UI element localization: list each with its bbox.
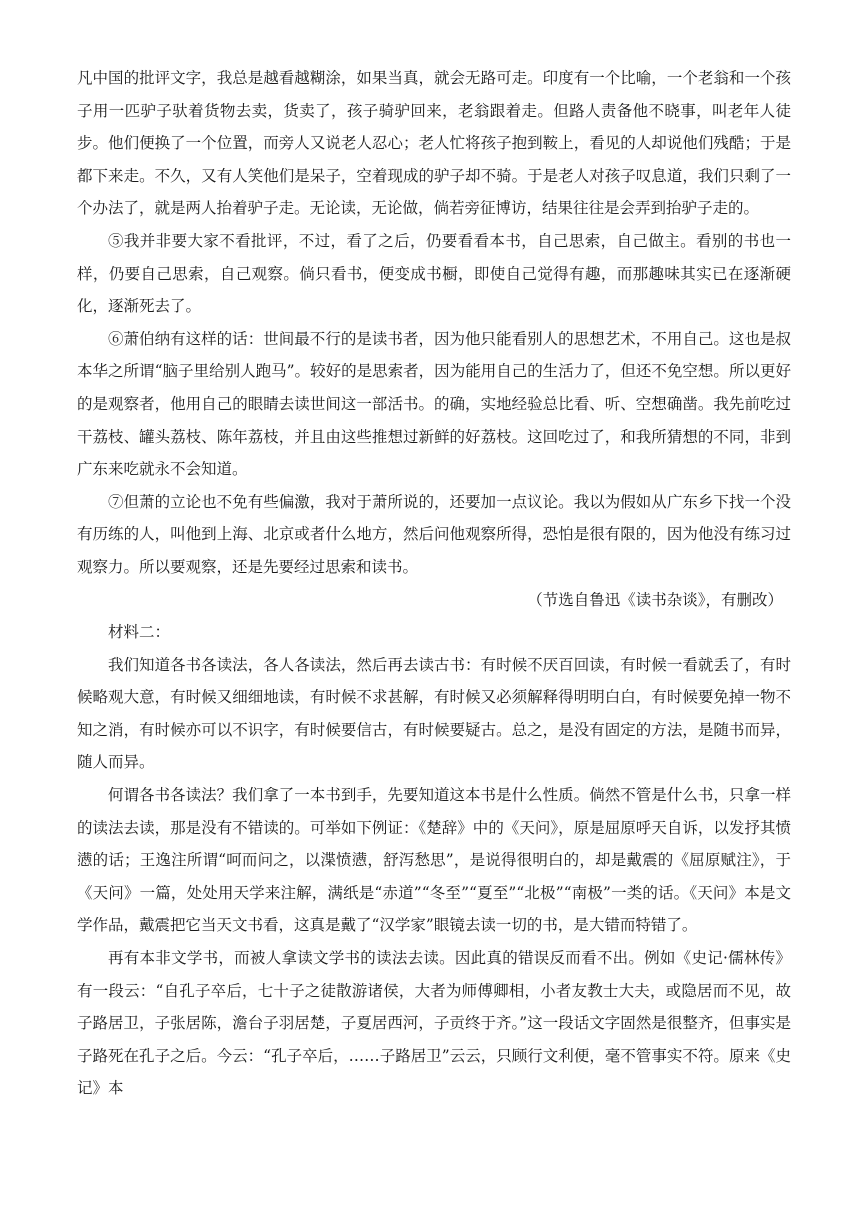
paragraph-6: ⑥萧伯纳有这样的话：世间最不行的是读书者，因为他只能看别人的思想艺术，不用自己。这也是叔本华之所谓“脑子里给别人跑马”。较好的是思索者，因为能用自己的生活力了，但还不免空想。所以更好的是观察者，他用自己的眼睛去读世间这一部活书。的确，实地经验总比看、听、空想确凿。我先前吃过干荔枝、罐头荔枝、陈年荔枝，并且由这些推想过新鲜的好荔枝。这回吃过了，和我所猜想的不同，非到广东来吃就永不会知道。 bbox=[77, 329, 791, 479]
material-two-label: 材料二： bbox=[108, 623, 171, 642]
document-page bbox=[77, 62, 791, 1105]
paragraph-continued: 凡中国的批评文字，我总是越看越糊涂，如果当真，就会无路可走。印度有一个比喻，一个老翁和一个孩子用一匹驴子驮着货物去卖，货卖了，孩子骑驴回来，老翁跟着走。但路人责备他不晓事，叫老年人徒步。他们便换了一个位置，而旁人又说老人忍心；老人忙将孩子抱到鞍上，看见的人却说他们残酷；于是都下来走。不久，又有人笑他们是呆子，空着现成的驴子却不骑。于是老人对孩子叹息道，我们只剩了一个办法了，就是两人抬着驴子走。无论读，无论做，倘若旁征博访，结果往往是会弄到抬驴子走的。 bbox=[77, 69, 791, 218]
material-two-paragraph-2: 何谓各书各读法？我们拿了一本书到手，先要知道这本书是什么性质。倘然不管是什么书，只拿一样的读法去读，那是没有不错读的。可举如下例证：《楚辞》中的《天问》，原是屈原呼天自诉，以发抒其愤懑的话；王逸注所谓“呵而问之，以渫愤懑，舒泻愁思”，是说得很明白的，却是戴震的《屈原赋注》，于《天问》一篇，处处用天学来注解，满纸是“赤道”“冬至”“夏至”“北极”“南极”一类的话。《天问》本是文学作品，戴震把它当天文书看，这真是戴了“汉学家”眼镜去读一切的书，是大错而特错了。 bbox=[77, 786, 791, 935]
material-two-paragraph-1: 我们知道各书各读法，各人各读法，然后再去读古书：有时候不厌百回读，有时候一看就丢了，有时候略观大意，有时候又细细地读，有时候不求甚解，有时候又必须解释得明明白白，有时候要免掉一物不知之消，有时候亦可以不识字，有时候要信古，有时候要疑古。总之，是没有固定的方法，是随书而异，随人而异。 bbox=[77, 655, 791, 772]
material-two-paragraph-3: 再有本非文学书，而被人拿读文学书的读法去读。因此真的错误反而看不出。例如《史记·儒林传》有一段云：“自孔子卒后，七十子之徒散游诸侯，大者为师傅卿相，小者友教士大夫，或隐居而不见，故子路居卫，子张居陈，澹台子羽居楚，子夏居西河，子贡终于齐。”这一段话文字固然是很整齐，但事实是子路死在孔子之后。今云：“孔子卒后，……子路居卫”云云，只顾行文利便，毫不管事实不符。原来《史记》本 bbox=[77, 949, 791, 1098]
paragraph-5: ⑤我并非要大家不看批评，不过，看了之后，仍要看看本书，自己思索，自己做主。看别的书也一样，仍要自己思索，自己观察。倘只看书，便变成书橱，即使自己觉得有趣，而那趣味其实已在逐渐硬化，逐渐死去了。 bbox=[77, 231, 791, 316]
source-citation: （节选自鲁迅《读书杂谈》，有删改） bbox=[527, 590, 783, 609]
paragraph-7: ⑦但萧的立论也不免有些偏激，我对于萧所说的，还要加一点议论。我以为假如从广东乡下找一个没有历练的人，叫他到上海、北京或者什么地方，然后问他观察所得，恐怕是很有限的，因为他没有练习过观察力。所以要观察，还是先要经过思索和读书。 bbox=[77, 492, 791, 576]
